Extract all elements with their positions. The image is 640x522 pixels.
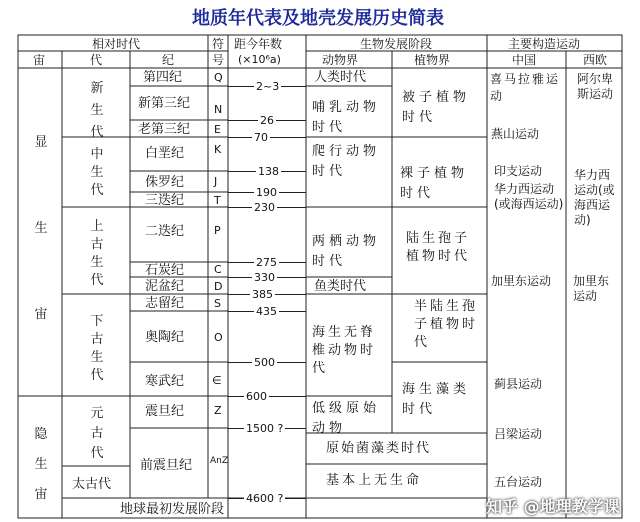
animal-reptile-age: 爬行动物时代 (312, 144, 381, 179)
symbol-d: D (214, 280, 223, 293)
header-west-europe: 西欧 (583, 53, 608, 67)
age-2-3: 2~3 (256, 80, 280, 93)
age-190: 190 (256, 186, 277, 199)
period-triassic: 三迭纪 (145, 193, 185, 208)
age-330: 330 (254, 271, 275, 284)
animal-amphibian-age: 两栖动物时代 (312, 234, 381, 269)
tectonic-himalayan: 喜马拉雅运动 (490, 72, 561, 103)
era-cenozoic: 新生代 (90, 81, 104, 140)
tectonic-hercynian-china: 华力西运动(或海西运动) (494, 182, 564, 211)
page-title: 地质年代表及地壳发展历史简表 (192, 8, 444, 29)
header-animal: 动物界 (322, 53, 359, 67)
tectonic-hercynian-europe: 华力西运动(或海西运动) (574, 168, 615, 227)
header-biology: 生物发展阶段 (360, 37, 433, 51)
period-carboniferous: 石炭纪 (145, 263, 185, 278)
plant-marine-algae-age: 海生藻类时代 (402, 382, 471, 417)
header-eon: 宙 (33, 53, 46, 67)
header-period: 纪 (162, 53, 175, 67)
tectonic-caledonian-china: 加里东运动 (491, 274, 552, 288)
symbol-p: P (214, 224, 221, 237)
age-70: 70 (254, 131, 268, 144)
symbol-s: S (214, 297, 221, 310)
header-relative-time: 相对时代 (92, 37, 141, 51)
age-4600: 4600 ? (246, 492, 284, 505)
tectonic-caledonian-europe: 加里东运动 (573, 274, 610, 303)
watermark: 知乎 @地理教学课 (486, 497, 620, 516)
eon-phanerozoic: 显生宙 (34, 135, 48, 322)
age-275: 275 (256, 256, 277, 269)
tectonic-yanshan: 燕山运动 (491, 127, 540, 141)
age-1500: 1500 ? (246, 422, 284, 435)
tectonic-jixian: 蓟县运动 (494, 377, 543, 391)
age-500: 500 (254, 356, 275, 369)
period-quaternary: 第四纪 (143, 70, 183, 85)
plant-terrestrial-spore-age: 陆生孢子植物时代 (406, 231, 471, 264)
animal-fish-age: 鱼类时代 (314, 279, 367, 294)
eon-cryptozoic: 隐生宙 (34, 427, 48, 502)
period-cambrian: 寒武纪 (145, 374, 185, 389)
age-600: 600 (246, 390, 267, 403)
era-archean: 太古代 (72, 477, 112, 492)
animal-human-age: 人类时代 (314, 70, 367, 85)
symbol-e: E (214, 123, 221, 136)
symbol-q: Q (214, 71, 223, 84)
period-cretaceous: 白垩纪 (145, 146, 185, 161)
header-age: 距今年数 (234, 37, 283, 51)
age-138: 138 (258, 165, 279, 178)
age-230: 230 (254, 201, 275, 214)
animal-marine-invertebrate-age: 海生无脊椎动物时代 (312, 325, 377, 376)
age-385: 385 (252, 288, 273, 301)
period-paleogene: 老第三纪 (138, 122, 191, 137)
symbol-t: T (214, 194, 221, 207)
era-mesozoic: 中生代 (90, 147, 104, 198)
symbol-anz: AnZ (210, 456, 229, 466)
symbol-n: N (214, 103, 223, 116)
period-neogene: 新第三纪 (138, 96, 191, 111)
symbol-z: Z (214, 404, 222, 417)
era-lower-paleozoic: 下古生代 (90, 314, 104, 383)
period-devonian: 泥盆纪 (145, 279, 185, 294)
age-26: 26 (260, 114, 274, 127)
header-china: 中国 (512, 53, 537, 67)
header-era: 代 (90, 53, 103, 67)
plant-semi-terrestrial-spore-age: 半陆生孢子植物时代 (414, 299, 479, 350)
period-silurian: 志留纪 (145, 296, 185, 311)
era-upper-paleozoic: 上古生代 (90, 219, 104, 288)
period-ordovician: 奥陶纪 (145, 330, 185, 345)
header-tectonic: 主要构造运动 (508, 37, 581, 51)
age-435: 435 (256, 305, 277, 318)
period-pre-sinian: 前震旦纪 (140, 458, 193, 473)
plant-gymnosperm-age: 裸子植物时代 (400, 166, 469, 201)
tectonic-alpine: 阿尔卑斯运动 (577, 72, 614, 101)
animal-primitive: 低级原始动物 (312, 401, 381, 436)
period-jurassic: 侏罗纪 (145, 175, 185, 190)
tectonic-indosinian: 印支运动 (494, 164, 543, 178)
tectonic-luliang: 吕梁运动 (494, 427, 543, 441)
animal-mammal-age: 哺乳动物时代 (312, 100, 381, 135)
symbol-k: K (214, 143, 222, 156)
era-proterozoic: 元古代 (90, 406, 104, 461)
period-permian: 二迭纪 (145, 224, 185, 239)
footer-earliest-stage: 地球最初发展阶段 (120, 502, 225, 517)
symbol-j: J (214, 175, 218, 188)
period-sinian: 震旦纪 (145, 404, 185, 419)
header-symbol: 符号 (211, 37, 224, 67)
bio-primitive-algae: 原始菌藻类时代 (326, 441, 432, 456)
tectonic-wutai: 五台运动 (494, 475, 543, 489)
bio-no-life: 基本上无生命 (326, 473, 423, 488)
symbol-o: O (214, 331, 223, 344)
plant-angiosperm-age: 被子植物时代 (402, 90, 471, 125)
header-plant: 植物界 (414, 53, 451, 67)
symbol-c: C (214, 263, 222, 276)
header-age-unit: (×10⁶a) (238, 53, 281, 66)
symbol-cambrian: ∈ (212, 374, 222, 387)
